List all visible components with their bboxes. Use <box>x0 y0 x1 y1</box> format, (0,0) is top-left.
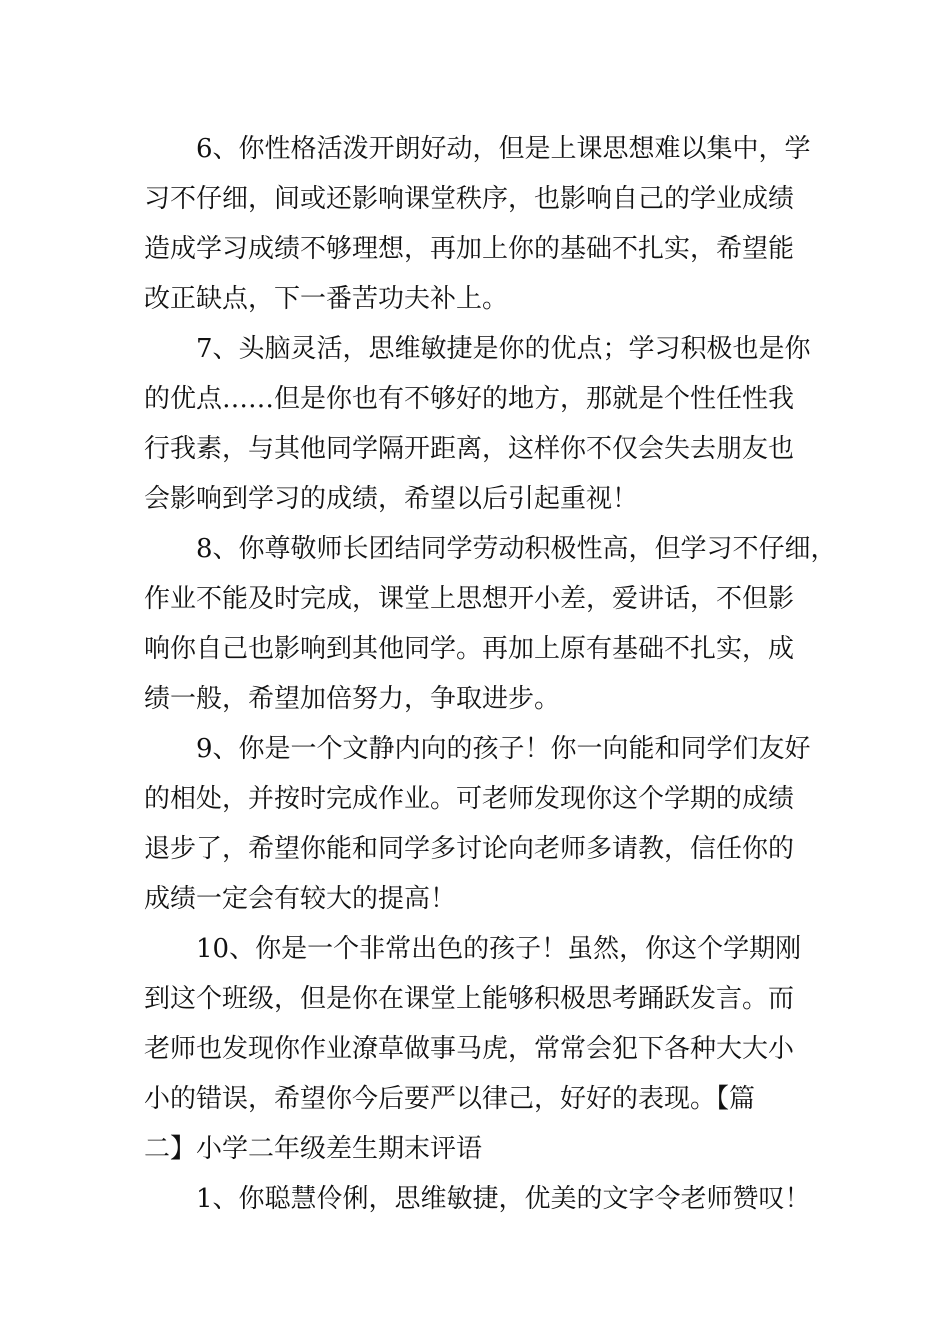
paragraph-line: 二】小学二年级差生期末评语 <box>144 1134 483 1164</box>
document-body <box>144 124 837 1224</box>
paragraph-line: 成绩一定会有较大的提高！ <box>144 884 457 914</box>
paragraph-line: 老师也发现你作业潦草做事马虎，常常会犯下各种大大小 <box>144 1034 795 1064</box>
paragraph-line: 的优点……但是你也有不够好的地方，那就是个性任性我 <box>144 384 795 414</box>
paragraph-line: 退步了，希望你能和同学多讨论向老师多请教，信任你的 <box>144 834 795 864</box>
paragraph-line: 习不仔细，间或还影响课堂秩序，也影响自己的学业成绩 <box>144 184 795 214</box>
paragraph-line: 作业不能及时完成，课堂上思想开小差，爱讲话，不但影 <box>144 584 795 614</box>
paragraph-line: 行我素，与其他同学隔开距离，这样你不仅会失去朋友也 <box>144 434 795 464</box>
paragraph-first-line: 8、你尊敬师长团结同学劳动积极性高，但学习不仔细， <box>196 534 837 564</box>
paragraph-line: 响你自己也影响到其他同学。再加上原有基础不扎实，成 <box>144 634 795 664</box>
paragraph-line: 的相处，并按时完成作业。可老师发现你这个学期的成绩 <box>144 784 795 814</box>
paragraph-line: 改正缺点，下一番苦功夫补上。 <box>144 284 509 314</box>
paragraph-line: 到这个班级，但是你在课堂上能够积极思考踊跃发言。而 <box>144 984 795 1014</box>
paragraph-first-line: 9、你是一个文静内向的孩子！你一向能和同学们友好 <box>196 734 811 764</box>
paragraph-first-line: 6、你性格活泼开朗好动，但是上课思想难以集中，学 <box>196 134 811 164</box>
paragraph-line: 小的错误，希望你今后要严以律己，好好的表现。【篇 <box>144 1084 756 1114</box>
paragraph-first-line: 10、你是一个非常出色的孩子！虽然，你这个学期刚 <box>196 934 802 964</box>
paragraph-line: 会影响到学习的成绩，希望以后引起重视！ <box>144 484 639 514</box>
paragraph-first-line: 1、你聪慧伶俐，思维敏捷，优美的文字令老师赞叹！ <box>196 1184 811 1214</box>
paragraph-line: 造成学习成绩不够理想，再加上你的基础不扎实，希望能 <box>144 234 795 264</box>
paragraph-first-line: 7、头脑灵活，思维敏捷是你的优点；学习积极也是你 <box>196 334 811 364</box>
paragraph-line: 绩一般，希望加倍努力，争取进步。 <box>144 684 561 714</box>
